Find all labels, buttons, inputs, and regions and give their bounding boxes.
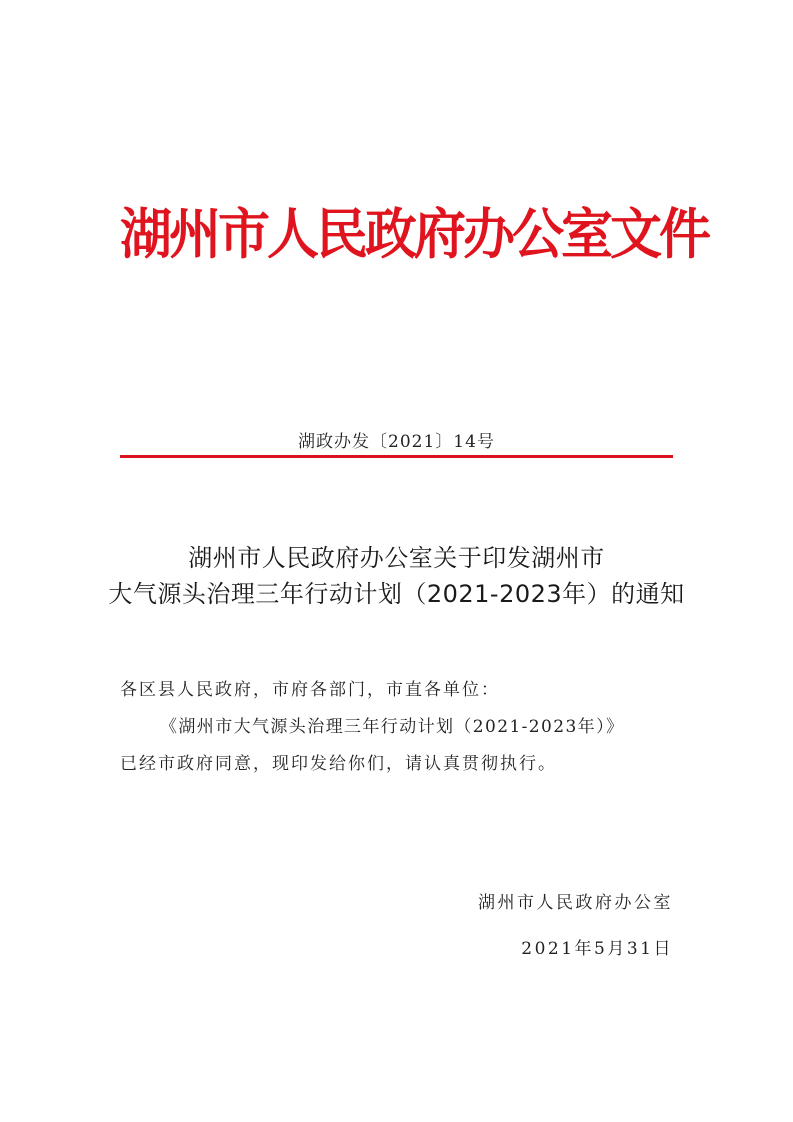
notice-title-line-1: 湖州市人民政府办公室关于印发湖州市 [188, 544, 605, 572]
notice-body [120, 672, 680, 783]
notice-title-line-2: 大气源头治理三年行动计划（2021-2023年）的通知 [108, 580, 685, 608]
masthead-title: 湖州市人民政府办公室文件 [120, 202, 709, 267]
body-paragraph-line-2: 已经市政府同意，现印发给你们，请认真贯彻执行。 [120, 754, 557, 774]
issuer-name: 湖州市人民政府办公室 [478, 893, 673, 913]
notice-title [100, 540, 693, 612]
body-paragraph-line-1: 《湖州市大气源头治理三年行动计划（2021-2023年）》 [160, 717, 625, 737]
issue-date: 2021年5月31日 [521, 939, 673, 959]
addressee-line: 各区县人民政府，市府各部门，市直各单位： [120, 680, 500, 700]
document-number: 湖政办发〔2021〕14号 [298, 432, 495, 452]
signature-block [478, 880, 673, 972]
red-divider-line [120, 455, 673, 458]
